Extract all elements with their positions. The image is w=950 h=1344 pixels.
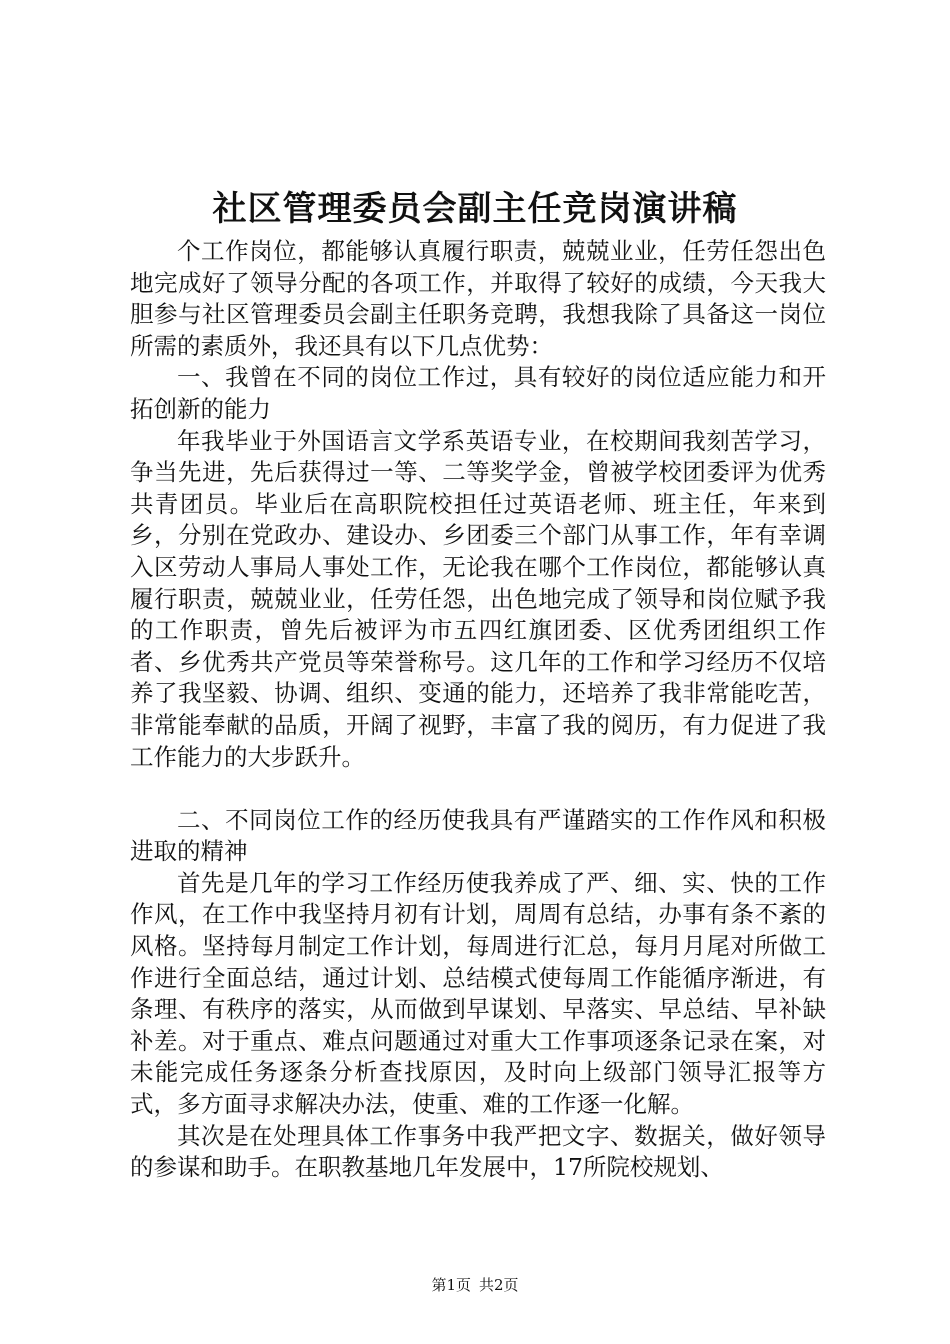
paragraph-work-style: 首先是几年的学习工作经历使我养成了严、细、实、快的工作作风，在工作中我坚持月初有计划，周周有总结，办事有条不紊的风格。坚持每月制定工作计划，每周进行汇总，每月月尾对所做工作进行全面总结，通过计划、总结模式使每周工作能循序渐进，有条理、有秩序的落实，从而做到早谋划、早落实、早总结、早补缺补差。对于重点、难点问题通过对重大工作事项逐条记录在案，对未能完成任务逐条分析查找原因，及时向上级部门领导汇报等方式，多方面寻求解决办法，使重、难的工作逐一化解。	[130, 868, 826, 1119]
section-heading-1: 一、我曾在不同的岗位工作过，具有较好的岗位适应能力和开拓创新的能力	[130, 363, 826, 423]
page-total: 共2页	[479, 1276, 519, 1294]
paragraph-intro: 个工作岗位，都能够认真履行职责，兢兢业业，任劳任怨出色地完成好了领导分配的各项工作，并取得了较好的成绩，今天我大胆参与社区管理委员会副主任职务竞聘，我想我除了具备这一岗位所需的素质外，我还具有以下几点优势：	[130, 237, 826, 360]
document-body	[130, 236, 826, 1184]
page-number: 第1页	[431, 1276, 471, 1294]
paragraph-secondly: 其次是在处理具体工作事务中我严把文字、数据关，做好领导的参谋和助手。在职教基地几年发展中，17所院校规划、	[130, 1121, 826, 1182]
document-title: 社区管理委员会副主任竞岗演讲稿	[212, 189, 738, 229]
paragraph-spacer	[130, 773, 826, 805]
paragraph-experience: 年我毕业于外国语言文学系英语专业，在校期间我刻苦学习，争当先进，先后获得过一等、二等奖学金，曾被学校团委评为优秀共青团员。毕业后在高职院校担任过英语老师、班主任，年来到乡，分别在党政办、建设办、乡团委三个部门从事工作，年有幸调入区劳动人事局人事处工作，无论我在哪个工作岗位，都能够认真履行职责，兢兢业业，任劳任怨，出色地完成了领导和岗位赋予我的工作职责，曾先后被评为市五四红旗团委、区优秀团组织工作者、乡优秀共产党员等荣誉称号。这几年的工作和学习经历不仅培养了我坚毅、协调、组织、变通的能力，还培养了我非常能吃苦，非常能奉献的品质，开阔了视野，丰富了我的阅历，有力促进了我工作能力的大步跃升。	[130, 426, 826, 771]
section-heading-2: 二、不同岗位工作的经历使我具有严谨踏实的工作作风和积极进取的精神	[130, 805, 826, 866]
page-footer	[0, 1275, 950, 1295]
